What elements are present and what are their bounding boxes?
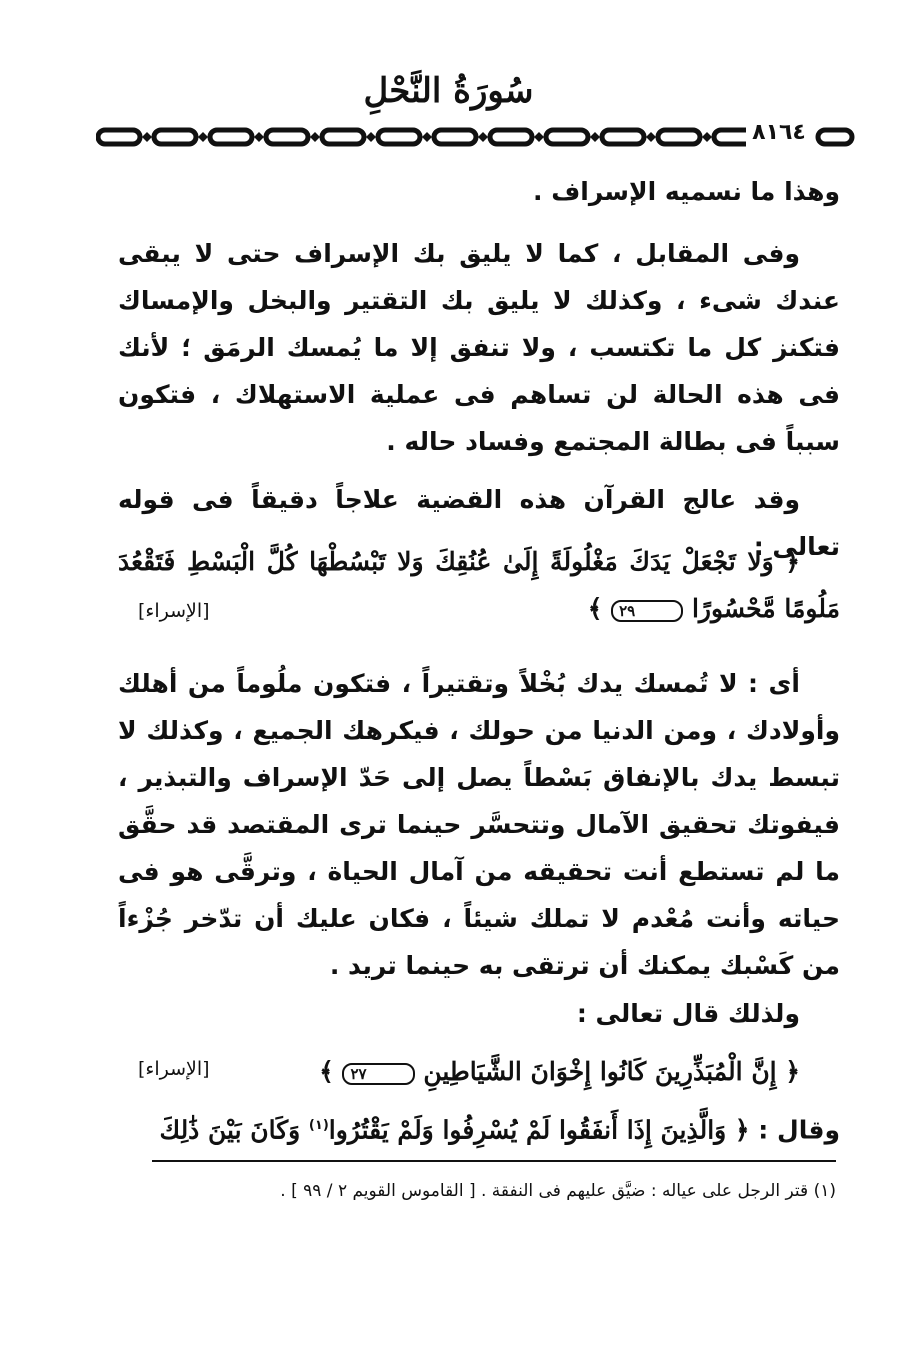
ornament-diamond — [646, 132, 656, 142]
paragraph-5: ولذلك قال تعالى : — [576, 999, 800, 1028]
ornament-link — [322, 130, 364, 144]
header-ornament-rule — [96, 124, 857, 150]
paragraph-2: وفى المقابل ، كما لا يليق بك الإسراف حتى لا يبقى عندك شىء ، وكذلك لا يليق بك التقتير والبخل والإمساك فتكنز كل ما تكتسب ، ولا تنفق إلا ما يُمسك الرمَق ؛ لأنك فى هذه الحالة لن تساهم فى عملية الاستهلاك ، فتكون سبباً فى بطالة المجتمع وفساد حاله . — [118, 239, 840, 456]
ornament-link — [546, 130, 588, 144]
ornament-link — [210, 130, 252, 144]
verse-2-text: ﴿ إِنَّ الْمُبَذِّرِينَ كَانُوا إِخْوَانَ الشَّيَاطِينِ — [423, 1057, 800, 1086]
paragraph-1: وهذا ما نسميه الإسراف . — [533, 177, 840, 206]
verse-3-tail: وَكَانَ بَيْنَ ذَٰلِكَ — [159, 1115, 309, 1145]
ayah-number-27: ٢٧ — [342, 1063, 414, 1085]
paragraph-6-lead: وقال : — [749, 1115, 840, 1145]
ornament-diamond — [702, 132, 712, 142]
ornament-link — [658, 130, 700, 144]
ornament-link — [378, 130, 420, 144]
ornament-diamond — [590, 132, 600, 142]
ornament-diamond — [366, 132, 376, 142]
verse-2-surah-reference: [الإسراء] — [138, 1058, 210, 1080]
quran-verse-2 — [260, 1048, 840, 1095]
ornament-diamond — [254, 132, 264, 142]
paragraph-4: أى : لا تُمسك يدك بُخْلاً وتقتيراً ، فتكون ملُوماً من أهلك وأولادك ، ومن الدنيا من حولك ، فيكرهك الجميع ، وكذلك لا تبسط يدك بالإنفاق بَسْطاً يصل إلى حَدّ الإسراف والتبذير ، فيفوتك تحقيق الآمال وتتحسَّر حينما ترى المقتصد قد حقَّق ما لم تستطع أنت تحقيقه من آمال الحياة ، وترقَّى هو فى حياته وأنت مُعْدم لا تملك شيئاً ، فكان عليك أن تدّخر جُزْءاً من كَسْبك يمكنك أن ترتقى به حينما تريد . — [118, 669, 840, 980]
ornament-link — [154, 130, 196, 144]
footnote-marker: (١) — [308, 1118, 329, 1133]
paragraph-6 — [118, 1102, 840, 1153]
ayah-number-29: ٢٩ — [611, 600, 683, 622]
ornament-diamond — [422, 132, 432, 142]
verse-1-text: ﴿ وَلا تَجْعَلْ يَدَكَ مَغْلُولَةً إِلَىٰ عُنُقِكَ وَلا تَبْسُطْهَا كُلَّ الْبَسْطِ فَتَقْعُدَ مَلُومًا مَّحْسُورًا — [118, 547, 840, 623]
ornament-diamond — [198, 132, 208, 142]
ornament-link — [818, 130, 852, 144]
verse-1-surah-reference: [الإسراء] — [138, 600, 210, 622]
footnote-separator — [152, 1160, 836, 1162]
ornament-link — [434, 130, 476, 144]
ornament-diamond — [142, 132, 152, 142]
ornament-link — [602, 130, 644, 144]
ornament-diamond — [534, 132, 544, 142]
ornament-link — [266, 130, 308, 144]
verse-2-close: ﴾ — [319, 1057, 334, 1086]
quran-verse-1 — [118, 538, 840, 632]
verse-3-text: ﴿ وَالَّذِينَ إِذَا أَنفَقُوا لَمْ يُسْرِفُوا وَلَمْ يَقْتُرُوا — [328, 1115, 750, 1145]
paragraph-3: وقد عالج القرآن هذه القضية علاجاً دقيقاً فى قوله تعالى : — [118, 485, 840, 561]
ornament-diamond — [478, 132, 488, 142]
ornament-link — [98, 130, 140, 144]
verse-1-close: ﴾ — [587, 594, 603, 623]
ornament-diamond — [310, 132, 320, 142]
surah-title: سُورَةُ النَّحْلِ — [363, 71, 534, 111]
ornament-link — [490, 130, 532, 144]
footnote: (١) قتر الرجل على عياله : ضيَّق عليهم فى النفقة . [ القاموس القويم ٢ / ٩٩ ] . — [280, 1181, 836, 1201]
page-number: ٨١٦٤ — [746, 118, 812, 148]
